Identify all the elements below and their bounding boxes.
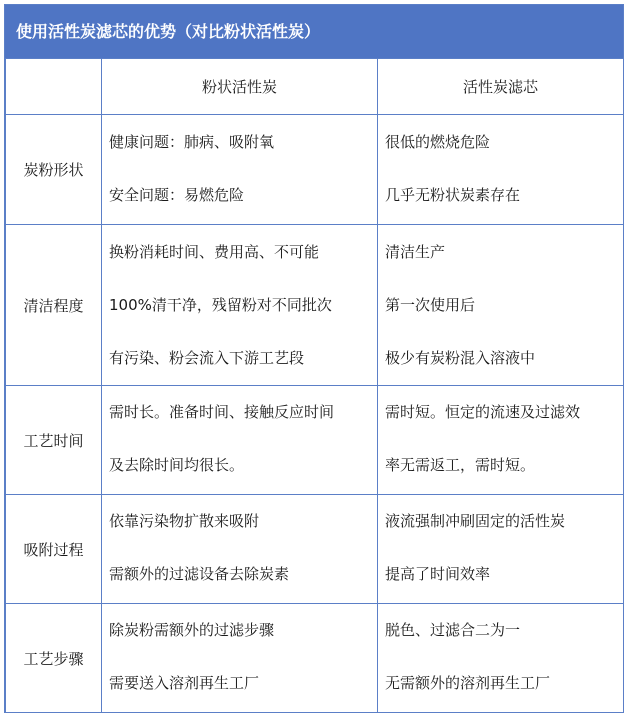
row-label: 清洁程度 — [6, 225, 102, 386]
cell-line: 液流强制冲刷固定的活性炭 — [385, 512, 566, 530]
cell-line: 几乎无粉状炭素存在 — [385, 185, 521, 204]
table-row — [6, 495, 624, 604]
cell-line: 依靠污染物扩散来吸附 — [109, 512, 260, 530]
cell-line: 极少有炭粉混入溶液中 — [385, 348, 536, 367]
cell-line: 第一次使用后 — [385, 295, 476, 314]
cell-line: 需时短。恒定的流速及过滤效 — [385, 403, 581, 421]
cell-line: 需额外的过滤设备去除炭素 — [109, 565, 290, 583]
row-label: 吸附过程 — [6, 495, 102, 604]
powder-cell — [102, 115, 378, 225]
powder-cell — [102, 386, 378, 495]
row-label: 工艺步骤 — [6, 604, 102, 713]
cell-line: 无需额外的溶剂再生工厂 — [385, 674, 551, 692]
table-title: 使用活性炭滤芯的优势（对比粉状活性炭） — [5, 5, 623, 58]
cell-line: 健康问题：肺病、吸附氧 — [109, 132, 275, 151]
cartridge-cell — [378, 604, 624, 713]
cartridge-cell — [378, 386, 624, 495]
table-row — [6, 604, 624, 713]
cell-line: 脱色、过滤合二为一 — [385, 621, 521, 639]
column-header-empty — [6, 59, 102, 115]
table-row — [6, 386, 624, 495]
cell-line: 需要送入溶剂再生工厂 — [109, 674, 260, 692]
cell-line: 有污染、粉会流入下游工艺段 — [109, 348, 305, 367]
powder-cell — [102, 225, 378, 386]
cell-line: 很低的燃烧危险 — [385, 132, 491, 151]
row-label: 工艺时间 — [6, 386, 102, 495]
cell-line: 率无需返工，需时短。 — [385, 456, 536, 474]
cell-line: 及去除时间均很长。 — [109, 456, 245, 474]
table-row — [6, 225, 624, 386]
cartridge-cell — [378, 115, 624, 225]
cell-line: 安全问题：易燃危险 — [109, 185, 245, 204]
cell-line: 需时长。准备时间、接触反应时间 — [109, 403, 335, 421]
cell-line: 提高了时间效率 — [385, 565, 491, 583]
table-row — [6, 115, 624, 225]
cartridge-cell — [378, 495, 624, 604]
powder-cell — [102, 604, 378, 713]
comparison-table-container — [4, 4, 624, 713]
column-header-powder: 粉状活性炭 — [102, 59, 378, 115]
cell-line: 100%清干净，残留粉对不同批次 — [109, 295, 332, 314]
cell-line: 除炭粉需额外的过滤步骤 — [109, 621, 275, 639]
row-label: 炭粉形状 — [6, 115, 102, 225]
column-header-cartridge: 活性炭滤芯 — [378, 59, 624, 115]
powder-cell — [102, 495, 378, 604]
header-row — [6, 59, 624, 115]
comparison-table — [5, 58, 624, 713]
cell-line: 清洁生产 — [385, 242, 446, 261]
cartridge-cell — [378, 225, 624, 386]
cell-line: 换粉消耗时间、费用高、不可能 — [109, 242, 320, 261]
